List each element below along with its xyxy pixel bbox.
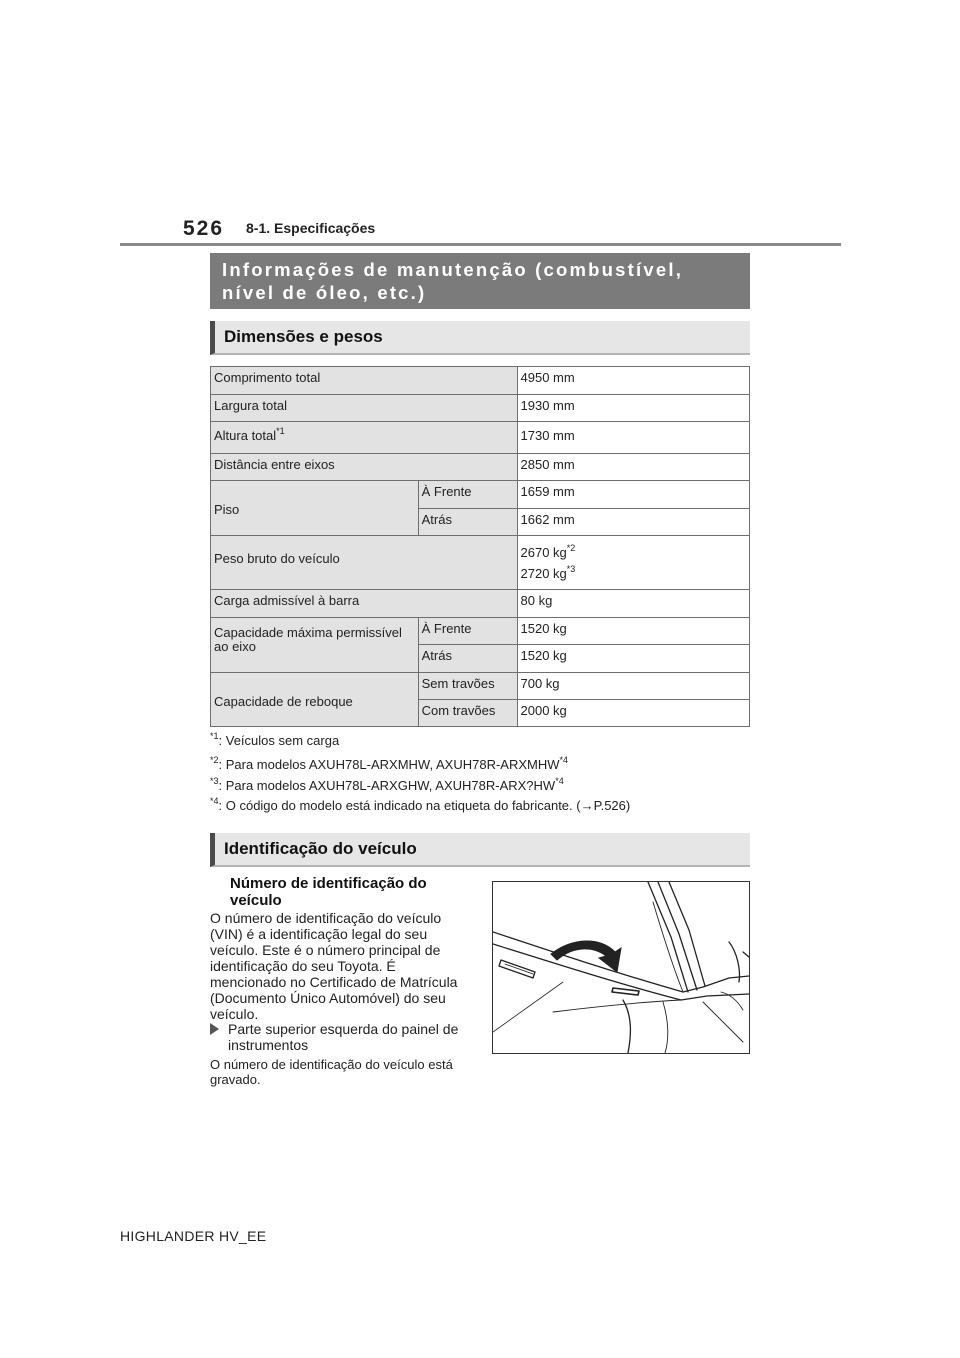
triangle-bullet-icon (210, 1023, 219, 1035)
row-label: Largura total (211, 395, 518, 422)
table-row (211, 536, 750, 590)
table-row (211, 590, 750, 618)
footer-model: HIGHLANDER HV_EE (120, 1228, 267, 1244)
row-sublabel: À Frente (418, 481, 517, 509)
footnote-text: : Para modelos AXUH78L-ARXGHW, AXUH78R-ARX?HW (218, 778, 556, 793)
footnote-mark: *1 (210, 730, 219, 741)
row-label: Piso (211, 481, 419, 536)
row-label: Distância entre eixos (211, 454, 518, 481)
footnote-text: : O código do modelo está indicado na etiqueta do fabricante. ( (218, 798, 581, 813)
footnote-ref: *3 (566, 563, 576, 574)
table-row (211, 454, 750, 481)
row-value: 1659 mm (517, 481, 750, 509)
footnote-ref: *2 (566, 542, 576, 553)
row-sublabel: À Frente (418, 618, 517, 645)
row-value: 1730 mm (517, 422, 750, 454)
header-divider (120, 243, 841, 246)
row-label: Comprimento total (211, 367, 518, 395)
main-heading: Informações de manutenção (combustível, nível de óleo, etc.) (210, 253, 750, 309)
row-sublabel: Com travões (418, 700, 517, 727)
footnote-mark: *2 (210, 754, 219, 765)
footnote-ref: *1 (276, 425, 285, 436)
row-value (517, 536, 750, 590)
table-row (211, 481, 750, 509)
row-sublabel: Atrás (418, 645, 517, 673)
row-label-text: Altura total (214, 428, 277, 443)
vin-description: O número de identificação do veículo (VIN) é a identificação legal do seu veículo. Este é o número principal de identificação do seu Toyota. É mencionado no Certificado de Matrícula (Documento Único Automóvel) do seu veículo. (210, 910, 458, 1022)
vin-location-item (210, 1021, 470, 1053)
page-number: 526 (183, 217, 225, 240)
footnote-text: : Para modelos AXUH78L-ARXMHW, AXUH78R-ARXMHW (218, 757, 560, 772)
row-label: Capacidade de reboque (211, 673, 419, 727)
row-value: 700 kg (517, 673, 750, 700)
row-label (211, 422, 518, 454)
pointer-arrow-icon (551, 941, 621, 972)
table-row (211, 367, 750, 395)
row-label: Capacidade máxima permissível ao eixo (211, 618, 419, 673)
vin-note: O número de identificação do veículo está gravado. (210, 1057, 453, 1087)
footnote-ref: *4 (559, 754, 569, 765)
table-row (211, 422, 750, 454)
row-sublabel: Atrás (418, 509, 517, 536)
dashboard-drawing (493, 882, 749, 1053)
row-value: 4950 mm (517, 367, 750, 395)
row-value-line (521, 542, 747, 563)
row-value: 1520 kg (517, 645, 750, 673)
row-label: Peso bruto do veículo (211, 536, 518, 590)
footnote (210, 754, 569, 772)
page-link[interactable]: P.526) (593, 798, 631, 813)
footnote-mark: *4 (210, 795, 219, 806)
vin-title: Número de identificação do veículo (230, 875, 427, 909)
identification-heading: Identificação do veículo (210, 833, 750, 867)
arrow-icon: → (580, 798, 594, 813)
table-row (211, 395, 750, 422)
vin-location-illustration (492, 881, 750, 1054)
row-value: 80 kg (517, 590, 750, 618)
footnote (210, 730, 340, 748)
footnote (210, 795, 631, 813)
row-value: 2850 mm (517, 454, 750, 481)
dimensions-heading: Dimensões e pesos (210, 321, 750, 355)
footnote-text: : Veículos sem carga (218, 733, 340, 748)
row-label: Carga admissível à barra (211, 590, 518, 618)
row-value: 2000 kg (517, 700, 750, 727)
row-value: 1662 mm (517, 509, 750, 536)
row-value-text: 2670 kg (520, 545, 567, 560)
table-row (211, 673, 750, 700)
footnote-ref: *4 (555, 775, 564, 786)
row-sublabel: Sem travões (418, 673, 517, 700)
vin-location-text: Parte superior esquerda do painel de instrumentos (228, 1021, 459, 1053)
row-value: 1930 mm (517, 395, 750, 422)
row-value: 1520 kg (517, 618, 750, 645)
dimensions-table (210, 366, 750, 727)
footnote-mark: *3 (210, 775, 219, 786)
section-reference: 8-1. Especificações (246, 220, 376, 236)
table-row (211, 618, 750, 645)
row-value-text: 2720 kg (520, 566, 567, 581)
footnote (210, 775, 564, 793)
row-value-line (521, 563, 747, 584)
